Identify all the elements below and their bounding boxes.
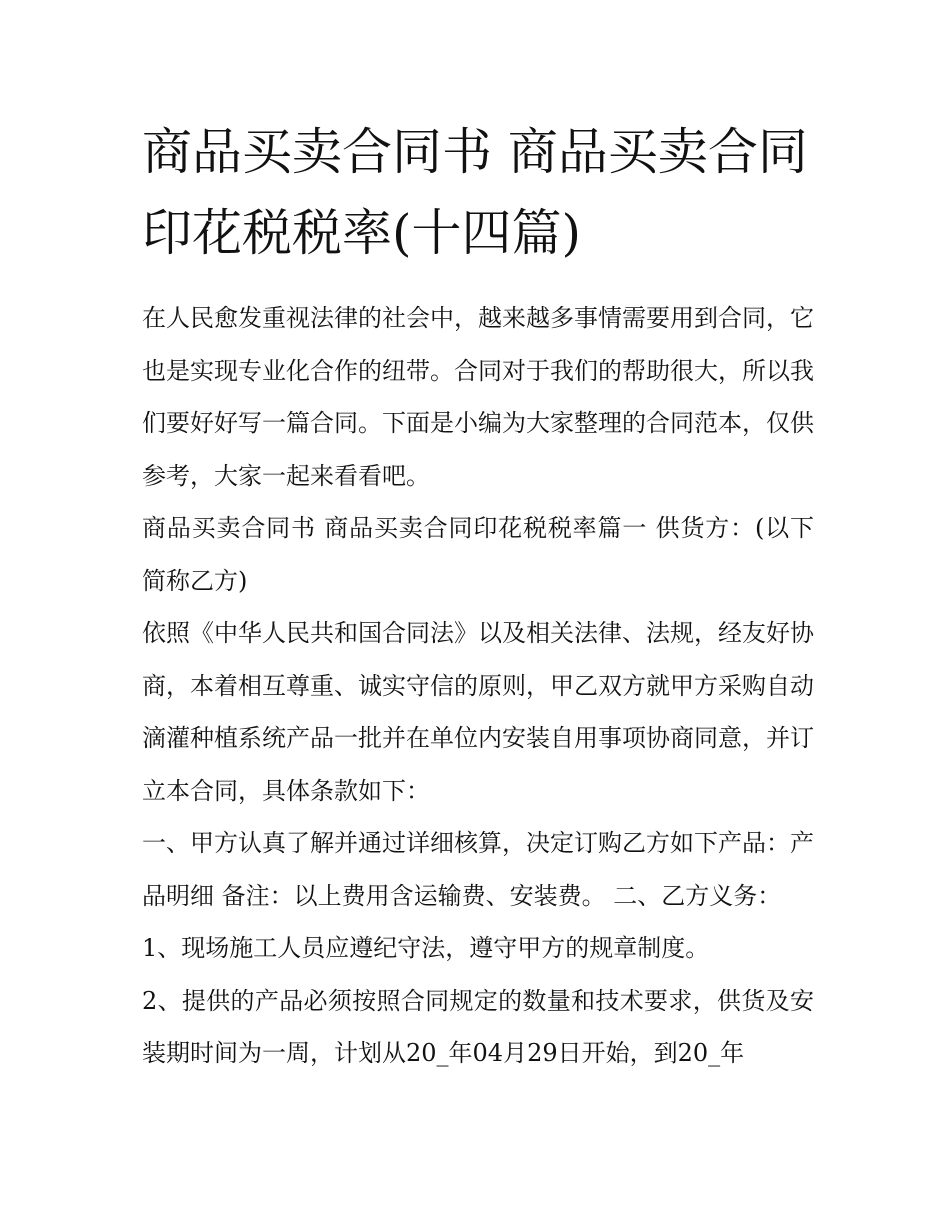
paragraph-intro: 在人民愈发重视法律的社会中，越来越多事情需要用到合同，它也是实现专业化合作的纽带。合同对于我们的帮助很大，所以我们要好好写一篇合同。下面是小编为大家整理的合同范本，仅供参考，大家一起来看看吧。 [142,304,814,490]
document-page [142,112,814,1080]
paragraph-item-one: 1、现场施工人员应遵纪守法，遵守甲方的规章制度。 [142,934,710,962]
paragraph-supplier: 商品买卖合同书 商品买卖合同印花税税率篇一 供货方：(以下简称乙方) [142,514,814,595]
document-title: 商品买卖合同书 商品买卖合同印花税税率(十四篇) [142,123,808,262]
document-body [142,292,814,1080]
paragraph-clause-one: 一、甲方认真了解并通过详细核算，决定订购乙方如下产品：产品明细 备注：以上费用含运输费、安装费。 二、乙方义务： [142,829,814,910]
paragraph-item-two: 2、提供的产品必须按照合同规定的数量和技术要求，供货及安装期时间为一周，计划从20_年04月29日开始，到20_年 [142,986,814,1067]
paragraph-basis: 依照《中华人民共和国合同法》以及相关法律、法规，经友好协商，本着相互尊重、诚实守信的原则，甲乙双方就甲方采购自动滴灌种植系统产品一批并在单位内安装自用事项协商同意，并订立本合同，具体条款如下： [142,619,814,805]
